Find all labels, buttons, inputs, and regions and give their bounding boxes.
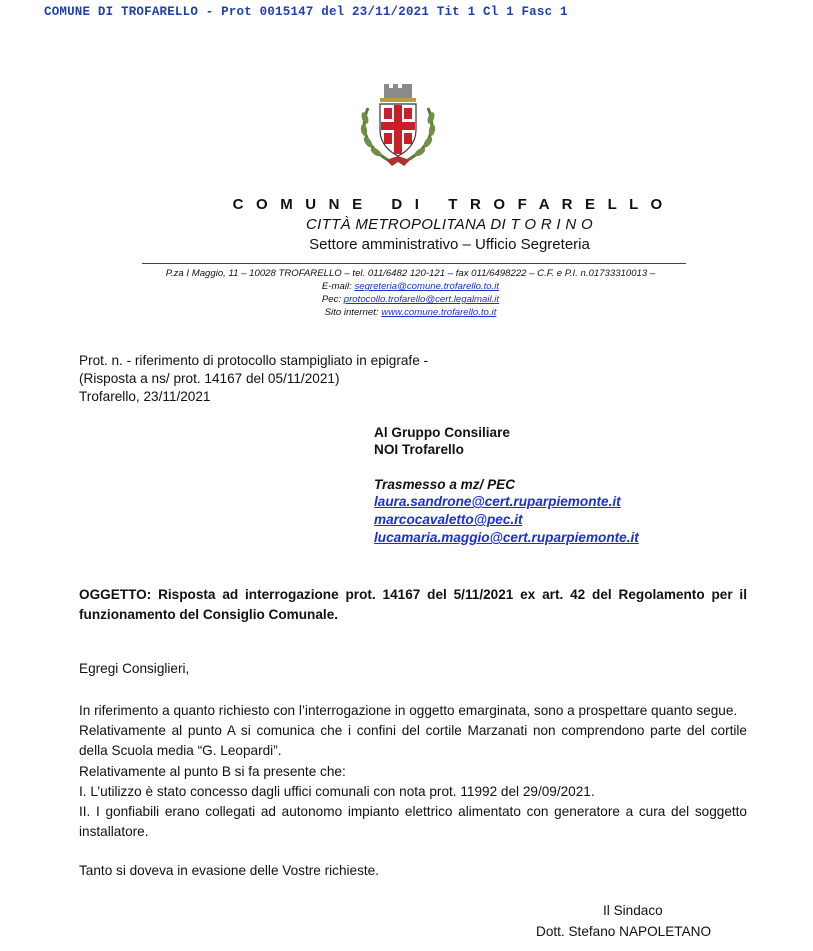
email-label: E-mail:: [321, 281, 352, 292]
recipient-name: NOI Trofarello: [374, 442, 464, 457]
email-line: [0, 280, 813, 293]
pec-line: [0, 293, 813, 306]
body-paragraph-5: II. I gonfiabili erano collegati ad autonomo impianto elettrico alimentato con generatore a cura del soggetto installatore.: [79, 804, 747, 840]
subject: [79, 585, 747, 625]
pec-transmission-label: Trasmesso a mz/ PEC: [374, 477, 516, 492]
website-link[interactable]: www.comune.trofarello.to.it: [381, 307, 497, 318]
address-line: P.za I Maggio, 11 – 10028 TROFARELLO – tel. 011/6482 120-121 – fax 011/6498222 – C.F. e P.I. n.01733310013 –: [165, 268, 656, 279]
subject-label: OGGETTO:: [79, 587, 152, 602]
protocol-stamp: COMUNE DI TROFARELLO - Prot 0015147 del 23/11/2021 Tit 1 Cl 1 Fasc 1: [44, 5, 568, 19]
signatory-role: Il Sindaco: [603, 903, 663, 918]
letterhead-divider: [142, 263, 686, 264]
email-link[interactable]: segreteria@comune.trofarello.to.it: [354, 281, 500, 292]
office-name: Settore amministrativo – Ufficio Segreteria: [309, 236, 590, 253]
reply-reference: (Risposta a ns/ prot. 14167 del 05/11/2021): [79, 371, 340, 386]
municipality-name: C O M U N E D I T R O F A R E L L O: [232, 196, 667, 213]
greeting: Egregi Consiglieri,: [79, 661, 190, 676]
metropolitan-city: CITTÀ METROPOLITANA DI T O R I N O: [306, 216, 593, 233]
pec-label: Pec:: [321, 294, 342, 305]
place-date: Trofarello, 23/11/2021: [79, 389, 211, 404]
subject-text: Risposta ad interrogazione prot. 14167 del 5/11/2021 ex art. 42 del Regolamento per il funzionamento del Consiglio Comunale.: [79, 587, 747, 622]
pec-link[interactable]: protocollo.trofarello@cert.legalmail.it: [343, 294, 500, 305]
closing-sentence: Tanto si doveva in evasione delle Vostre richieste.: [79, 863, 379, 878]
website-label: Sito internet:: [324, 307, 379, 318]
body-paragraph-1: In riferimento a quanto richiesto con l’interrogazione in oggetto emarginata, sono a prospettare quanto segue.: [79, 703, 738, 718]
signatory-name: Dott. Stefano NAPOLETANO: [536, 924, 712, 939]
recipient-email-3[interactable]: lucamaria.maggio@cert.ruparpiemonte.it: [374, 530, 639, 545]
coat-of-arms-emblem: [356, 78, 440, 170]
body-paragraph-3: Relativamente al punto B si fa presente che:: [79, 764, 346, 779]
website-line: [0, 306, 813, 319]
recipient-group: Al Gruppo Consiliare: [374, 425, 510, 440]
body-paragraph-2: Relativamente al punto A si comunica che i confini del cortile Marzanati non comprendono parte del cortile della Scuola media “G. Leopardi”.: [79, 723, 747, 759]
recipient-email-1[interactable]: laura.sandrone@cert.ruparpiemonte.it: [374, 494, 621, 509]
body-paragraph-4: I. L’utilizzo è stato concesso dagli uffici comunali con nota prot. 11992 del 29/09/2021.: [79, 784, 595, 799]
protocol-reference: Prot. n. - riferimento di protocollo stampigliato in epigrafe -: [79, 353, 429, 368]
recipient-email-2[interactable]: marcocavaletto@pec.it: [374, 512, 523, 527]
